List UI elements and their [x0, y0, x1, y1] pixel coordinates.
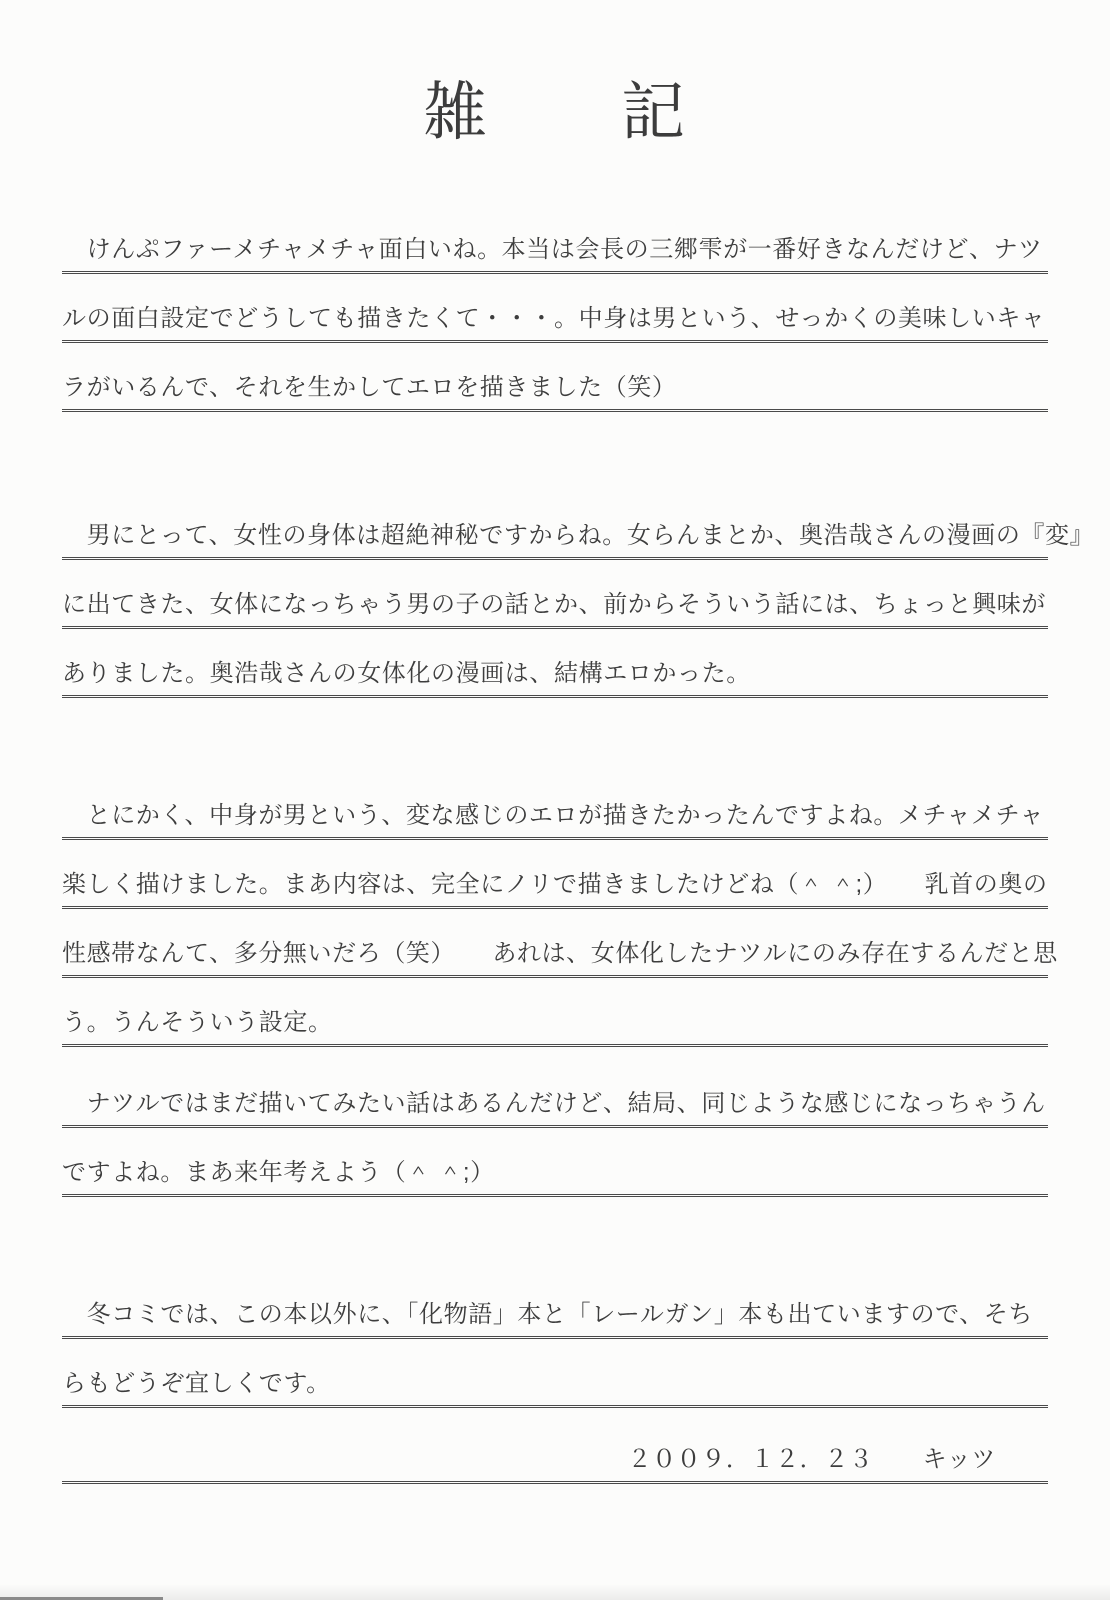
text-line: 冬コミでは、この本以外に、「化物語」本と「レールガン」本も出ていますので、そち	[62, 1270, 1048, 1339]
text-line: けんぷファーメチャメチャ面白いね。本当は会長の三郷雫が一番好きなんだけど、ナツ	[62, 205, 1048, 274]
text-line: ナツルではまだ描いてみたい話はあるんだけど、結局、同じような感じになっちゃうん	[62, 1059, 1048, 1128]
text-line: らもどうぞ宜しくです。	[62, 1339, 1048, 1408]
paragraph	[62, 771, 1058, 1047]
text-line: ありました。奥浩哉さんの女体化の漫画は、結構エロかった。	[62, 629, 1048, 698]
paragraph	[62, 1059, 1048, 1197]
text-line: 男にとって、女性の身体は超絶神秘ですからね。女らんまとか、奥浩哉さんの漫画の『変』	[62, 491, 1048, 560]
paragraph	[62, 491, 1095, 698]
signature-line: ２００９．１２．２３ キッツ	[62, 1415, 1048, 1484]
text-line: ラがいるんで、それを生かしてエロを描きました（笑）	[62, 343, 1048, 412]
text-line: ルの面白設定でどうしても描きたくて・・・。中身は男という、せっかくの美味しいキャ	[62, 274, 1048, 343]
text-line: ですよね。まあ来年考えよう（＾ ＾;）	[62, 1128, 1048, 1197]
paragraph	[62, 1270, 1048, 1408]
signature-block	[62, 1415, 1048, 1484]
text-line: 楽しく描けました。まあ内容は、完全にノリで描きましたけどね（＾ ＾;） 乳首の奥の	[62, 840, 1048, 909]
scan-shadow	[0, 1584, 1110, 1600]
page-title: 雑 記	[423, 76, 687, 150]
text-line: に出てきた、女体になっちゃう男の子の話とか、前からそういう話には、ちょっと興味が	[62, 560, 1048, 629]
text-line: う。うんそういう設定。	[62, 978, 1048, 1047]
paragraph	[62, 205, 1048, 412]
text-line: とにかく、中身が男という、変な感じのエロが描きたかったんですよね。メチャメチャ	[62, 771, 1048, 840]
text-line: 性感帯なんて、多分無いだろ（笑） あれは、女体化したナツルにのみ存在するんだと思	[62, 909, 1048, 978]
